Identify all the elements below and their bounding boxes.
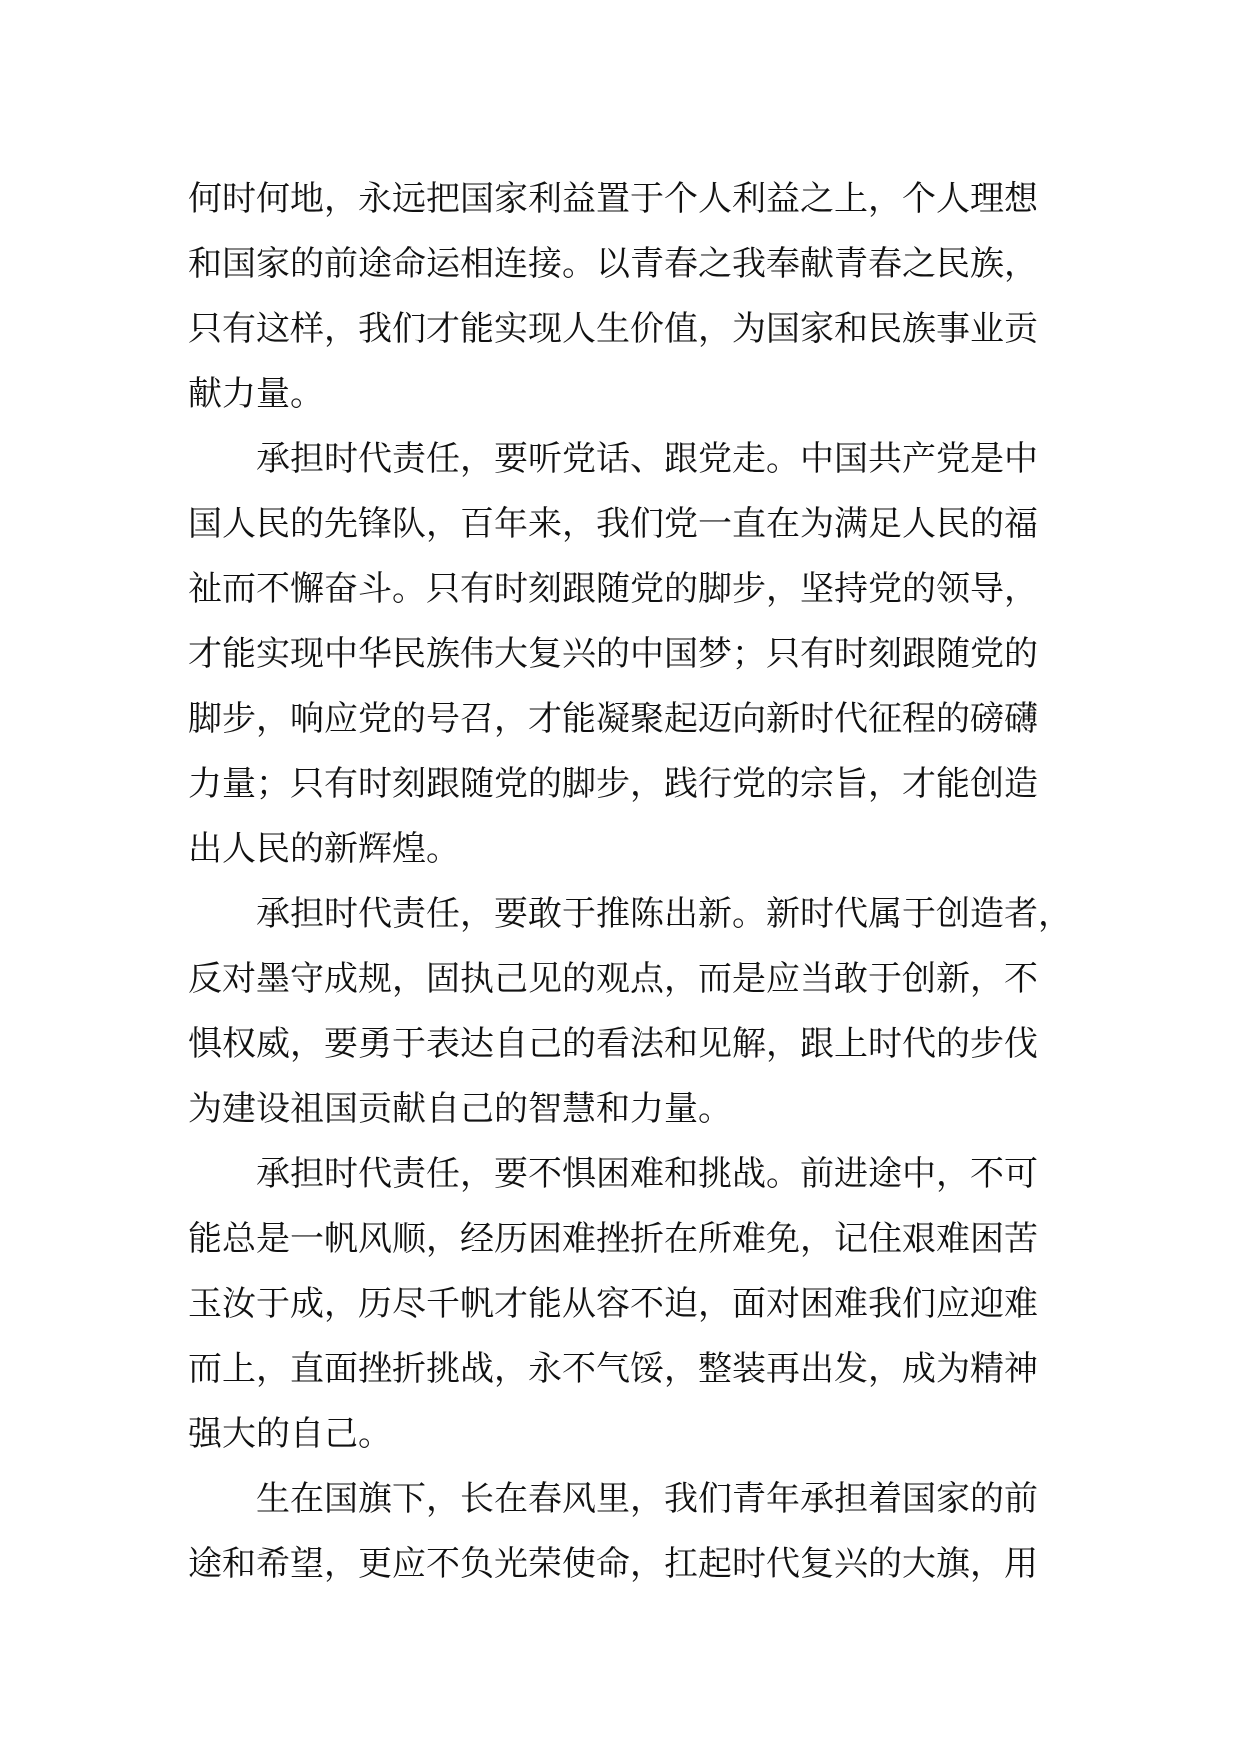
text-line: 脚步，响应党的号召，才能凝聚起迈向新时代征程的磅礴 xyxy=(188,699,1038,739)
text-line: 为建设祖国贡献自己的智慧和力量。 xyxy=(188,1089,732,1129)
text-line: 献力量。 xyxy=(188,374,324,414)
text-line: 惧权威，要勇于表达自己的看法和见解，跟上时代的步伐 xyxy=(188,1024,1038,1064)
text-line: 只有这样，我们才能实现人生价值，为国家和民族事业贡 xyxy=(188,309,1038,349)
text-line: 出人民的新辉煌。 xyxy=(188,829,460,869)
text-line: 祉而不懈奋斗。只有时刻跟随党的脚步，坚持党的领导， xyxy=(188,569,1038,609)
paragraph-first-line: 承担时代责任，要听党话、跟党走。中国共产党是中 xyxy=(256,439,1038,479)
paragraph-first-line: 生在国旗下，长在春风里，我们青年承担着国家的前 xyxy=(256,1479,1038,1519)
text-line: 途和希望，更应不负光荣使命，扛起时代复兴的大旗，用 xyxy=(188,1544,1038,1584)
text-line: 国人民的先锋队，百年来，我们党一直在为满足人民的福 xyxy=(188,504,1038,544)
text-line: 何时何地，永远把国家利益置于个人利益之上，个人理想 xyxy=(188,179,1038,219)
text-line: 才能实现中华民族伟大复兴的中国梦；只有时刻跟随党的 xyxy=(188,634,1038,674)
text-line: 强大的自己。 xyxy=(188,1414,392,1454)
paragraph-first-line: 承担时代责任，要敢于推陈出新。新时代属于创造者， xyxy=(256,894,1072,934)
text-line: 能总是一帆风顺，经历困难挫折在所难免，记住艰难困苦 xyxy=(188,1219,1038,1259)
document-body xyxy=(188,167,1088,1597)
text-line: 力量；只有时刻跟随党的脚步，践行党的宗旨，才能创造 xyxy=(188,764,1038,804)
text-line: 和国家的前途命运相连接。以青春之我奉献青春之民族， xyxy=(188,244,1038,284)
paragraph-first-line: 承担时代责任，要不惧困难和挑战。前进途中，不可 xyxy=(256,1154,1038,1194)
text-line: 玉汝于成，历尽千帆才能从容不迫，面对困难我们应迎难 xyxy=(188,1284,1038,1324)
text-line: 反对墨守成规，固执己见的观点，而是应当敢于创新，不 xyxy=(188,959,1038,999)
text-line: 而上，直面挫折挑战，永不气馁，整装再出发，成为精神 xyxy=(188,1349,1038,1389)
